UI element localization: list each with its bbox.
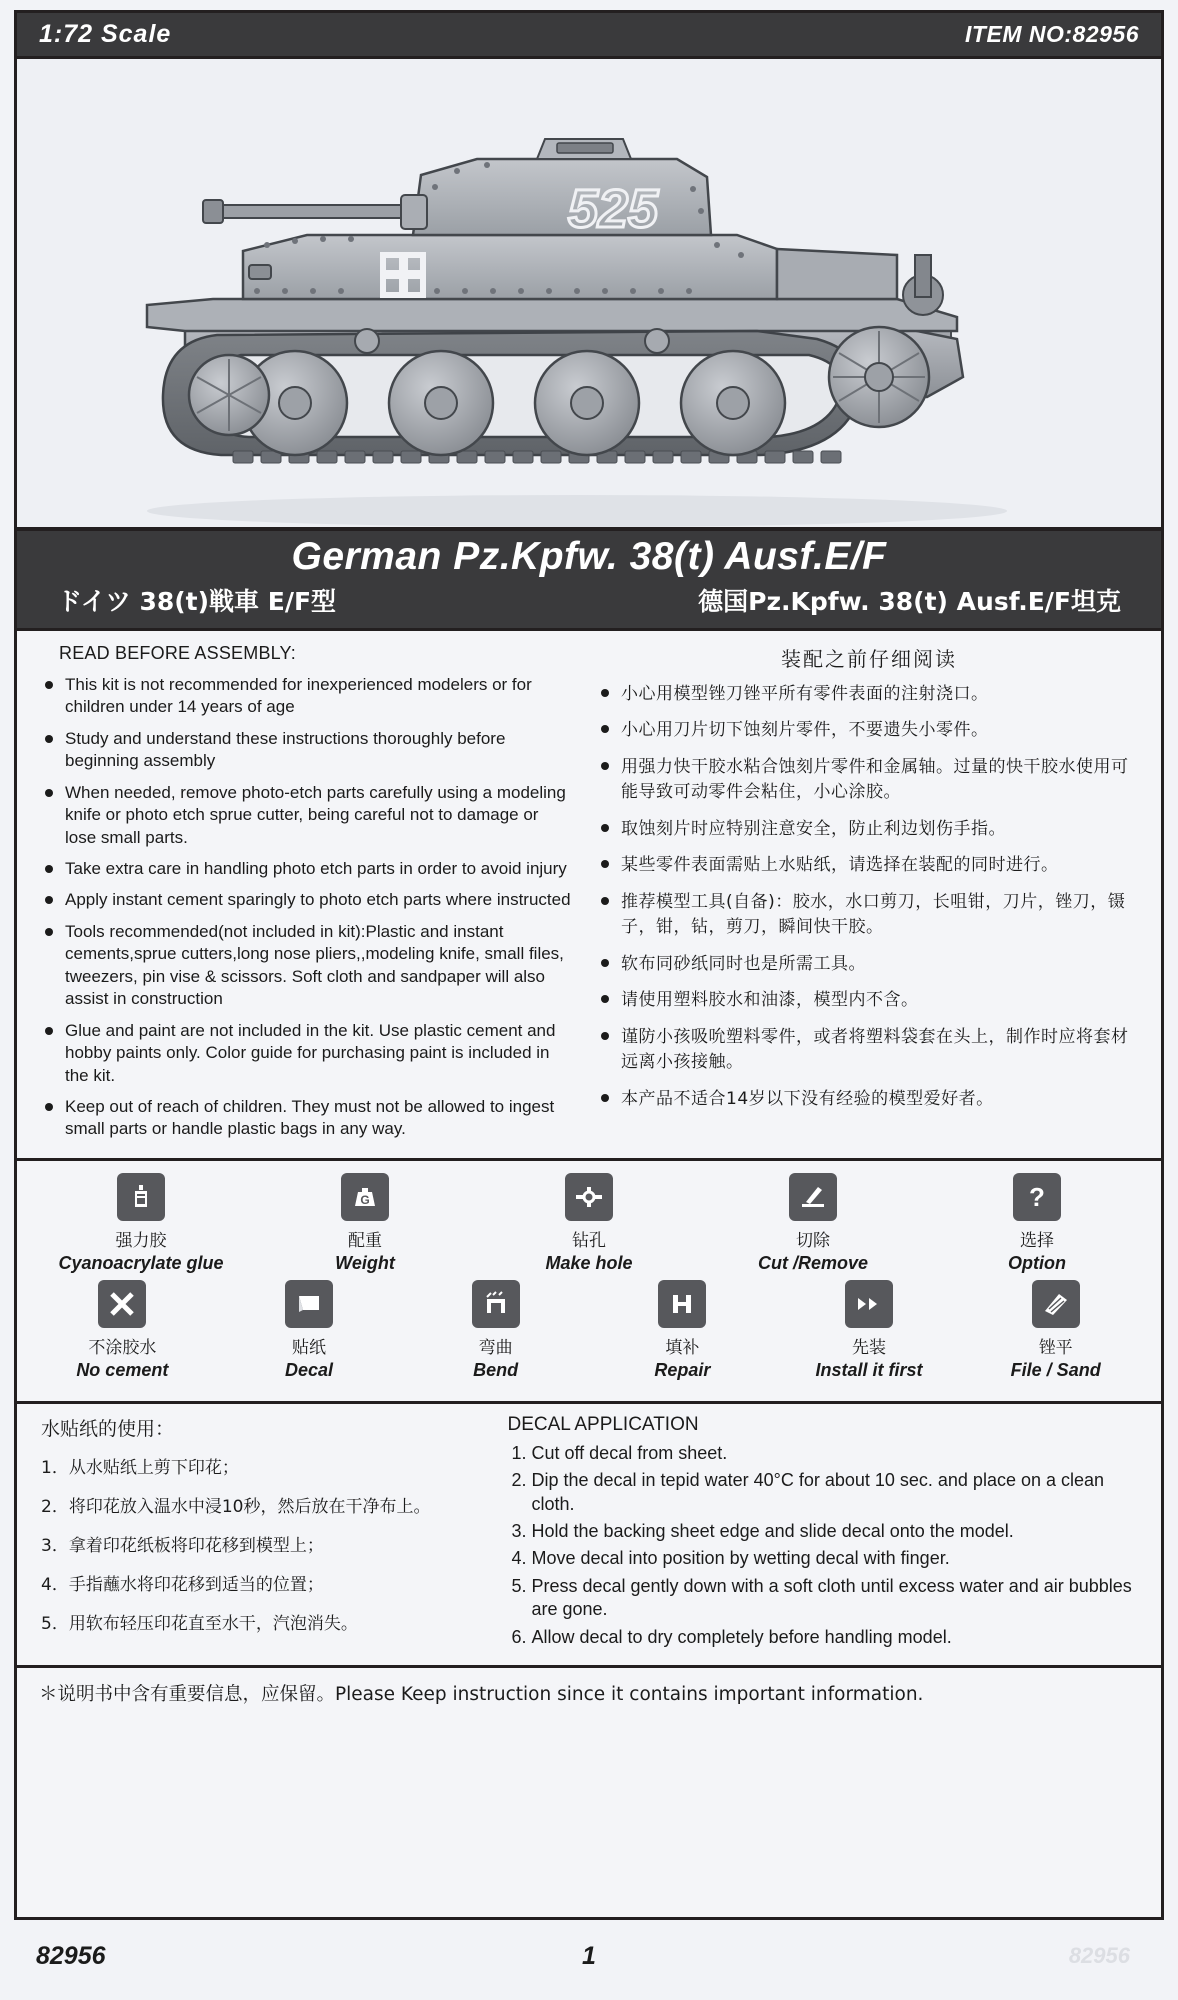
legend-label-cn: 强力胶: [115, 1230, 167, 1251]
scale-label: 1:72 Scale: [39, 20, 172, 48]
read-before-list-en: [43, 674, 573, 1141]
list-item: Study and understand these instructions thoroughly before beginning assembly: [43, 728, 573, 773]
list-item: Tools recommended(not included in kit):Plastic and instant cements,sprue cutters,long nose pliers,,modeling knife, small files, tweezers, pin vise & scissors. Soft cloth and sandpaper will also assist in construction: [43, 921, 573, 1011]
legend-label-cn: 弯曲: [478, 1337, 513, 1358]
glue-bottle-icon: [117, 1173, 165, 1221]
weight-icon: [341, 1173, 389, 1221]
legend-label-cn: 不涂胶水: [88, 1337, 157, 1358]
legend-item-cyanoacrylate-glue: [40, 1173, 242, 1274]
install-first-icon: [845, 1280, 893, 1328]
drill-hole-icon: [565, 1173, 613, 1221]
legend-label-en: Repair: [654, 1359, 711, 1380]
decal-application-section: [17, 1404, 1161, 1668]
legend-label-en: Bend: [473, 1359, 519, 1380]
legend-label-cn: 钻孔: [572, 1230, 606, 1251]
footer-item-number: 82956: [36, 1941, 106, 1970]
footer-watermark: 82956: [1068, 1943, 1130, 1968]
list-item: 2．将印花放入温水中浸10秒，然后放在干净布上。: [41, 1496, 431, 1517]
legend-label-cn: 填补: [665, 1337, 700, 1358]
no-cement-icon: [98, 1280, 146, 1328]
decal-steps-cn: [41, 1453, 487, 1634]
list-item: When needed, remove photo-etch parts carefully using a modeling knife or photo etch sprue cutter, being careful not to damage or lose small parts.: [43, 782, 573, 849]
list-item: Glue and paint are not included in the kit. Use plastic cement and hobby paints only. Color guide for purchasing paint is included in the kit.: [43, 1020, 573, 1087]
list-item: 6. Allow decal to dry completely before handling model.: [531, 1626, 1141, 1649]
decal-sheet-icon: [285, 1280, 333, 1328]
symbol-legend-row-2: [29, 1280, 1149, 1381]
legend-item-bend: [402, 1280, 589, 1381]
legend-item-make-hole: [488, 1173, 690, 1274]
list-item: 谨防小孩吸吮塑料零件，或者将塑料袋套在头上，制作时应将套材远离小孩接触。: [599, 1025, 1139, 1076]
footer: [14, 1920, 1164, 1992]
read-before-chinese-column: [589, 641, 1161, 1150]
decal-heading-en: DECAL APPLICATION: [507, 1413, 699, 1435]
read-before-english-column: [17, 641, 589, 1150]
list-item: 小心用模型锉刀锉平所有零件表面的注射浇口。: [599, 682, 1139, 708]
list-item: 1. Cut off decal from sheet.: [531, 1442, 1141, 1465]
decal-chinese-column: [17, 1414, 497, 1653]
legend-label-en: No cement: [76, 1359, 169, 1380]
turret-number: 525: [567, 179, 659, 239]
legend-label-en: File / Sand: [1010, 1359, 1101, 1380]
legend-item-no-cement: [29, 1280, 216, 1381]
legend-item-weight: [264, 1173, 466, 1274]
decal-english-column: [497, 1414, 1161, 1653]
decal-heading-cn: 水贴纸的使用：: [41, 1417, 175, 1440]
read-before-heading-en: READ BEFORE ASSEMBLY:: [59, 642, 296, 663]
legend-label-en: Cut /Remove: [757, 1252, 869, 1273]
read-before-assembly-section: [17, 631, 1161, 1161]
legend-item-decal: [216, 1280, 403, 1381]
read-before-heading-cn: 装配之前仔细阅读: [781, 646, 957, 671]
list-item: 1．从水贴纸上剪下印花；: [41, 1457, 239, 1478]
read-before-list-cn: [599, 682, 1139, 1113]
list-item: 软布同砂纸同时也是所需工具。: [599, 952, 1139, 978]
legend-label-cn: 切除: [796, 1230, 830, 1251]
decal-steps-en: [507, 1442, 1141, 1649]
page-number: 1: [582, 1941, 596, 1970]
list-item: 3．拿着印花纸板将印花移到模型上；: [41, 1535, 324, 1556]
list-item: 用强力快干胶水粘合蚀刻片零件和金属轴。过量的快干胶水使用可能导致可动零件会粘住，小心涂胶。: [599, 755, 1139, 806]
kit-title: German Pz.Kpfw. 38(t) Ausf.E/F: [291, 535, 887, 578]
legend-label-en: Install it first: [815, 1359, 923, 1380]
list-item: 推荐模型工具(自备)：胶水，水口剪刀，长咀钳，刀片，锉刀，镊子，钳，钻，剪刀，瞬间快干胶。: [599, 890, 1139, 941]
list-item: Apply instant cement sparingly to photo etch parts where instructed: [43, 889, 573, 911]
symbol-legend-row-1: [29, 1173, 1149, 1274]
svg-text:?: ?: [1029, 1181, 1045, 1212]
legend-label-cn: 锉平: [1038, 1337, 1073, 1358]
list-item: Take extra care in handling photo etch parts in order to avoid injury: [43, 858, 573, 880]
list-item: This kit is not recommended for inexperienced modelers or for children under 14 years of age: [43, 674, 573, 719]
legend-item-install-first: [776, 1280, 963, 1381]
list-item: 小心用刀片切下蚀刻片零件，不要遗失小零件。: [599, 718, 1139, 744]
symbol-legend-section: [17, 1161, 1161, 1404]
item-number-label: ITEM NO:82956: [965, 21, 1139, 47]
list-item: Keep out of reach of children. They must not be allowed to ingest small parts or handle plastic bags in any way.: [43, 1096, 573, 1141]
page-frame: [14, 10, 1164, 1920]
list-item: 取蚀刻片时应特别注意安全，防止利边划伤手指。: [599, 817, 1139, 843]
legend-label-en: Option: [1008, 1252, 1066, 1273]
list-item: 5. Press decal gently down with a soft cloth until excess water and air bubbles are gone.: [531, 1575, 1141, 1622]
list-item: 4．手指蘸水将印花移到适当的位置；: [41, 1574, 324, 1595]
list-item: 某些零件表面需贴上水贴纸，请选择在装配的同时进行。: [599, 853, 1139, 879]
legend-label-en: Decal: [284, 1359, 334, 1380]
list-item: 5．用软布轻压印花直至水干，汽泡消失。: [41, 1613, 358, 1634]
legend-label-cn: 贴纸: [292, 1337, 326, 1358]
list-item: 4. Move decal into position by wetting decal with finger.: [531, 1547, 1141, 1570]
legend-item-cut-remove: [712, 1173, 914, 1274]
list-item: 请使用塑料胶水和油漆，模型内不含。: [599, 988, 1139, 1014]
legend-label-cn: 选择: [1020, 1230, 1054, 1251]
legend-item-repair: [589, 1280, 776, 1381]
header-bar: [17, 13, 1161, 59]
list-item: 本产品不适合14岁以下没有经验的模型爱好者。: [599, 1087, 1139, 1113]
title-band: [17, 529, 1161, 631]
hero-illustration: [17, 59, 1161, 529]
legend-label-en: Make hole: [545, 1252, 633, 1273]
legend-item-option: [936, 1173, 1138, 1274]
kit-title-cn: 德国Pz.Kpfw. 38(t) Ausf.E/F坦克: [698, 586, 1121, 616]
legend-label-cn: 先装: [852, 1337, 887, 1358]
bend-icon: [472, 1280, 520, 1328]
repair-fill-icon: [658, 1280, 706, 1328]
tank-line-art: [17, 59, 1161, 527]
svg-text:G: G: [360, 1192, 370, 1207]
list-item: 3. Hold the backing sheet edge and slide decal onto the model.: [531, 1520, 1141, 1543]
question-mark-icon: [1013, 1173, 1061, 1221]
cut-remove-icon: [789, 1173, 837, 1221]
kit-title-jp: ドイツ 38(t)戦車 E/F型: [57, 586, 337, 616]
legend-label-cn: 配重: [348, 1230, 382, 1251]
file-sand-icon: [1032, 1280, 1080, 1328]
keep-instruction-note: ＊说明书中含有重要信息，应保留。Please Keep instruction since it contains important information.: [39, 1683, 924, 1705]
list-item: 2. Dip the decal in tepid water 40°C for about 10 sec. and place on a clean cloth.: [531, 1469, 1141, 1516]
legend-label-en: Weight: [335, 1252, 395, 1273]
legend-item-file-sand: [962, 1280, 1149, 1381]
legend-label-en: Cyanoacrylate glue: [58, 1252, 224, 1273]
